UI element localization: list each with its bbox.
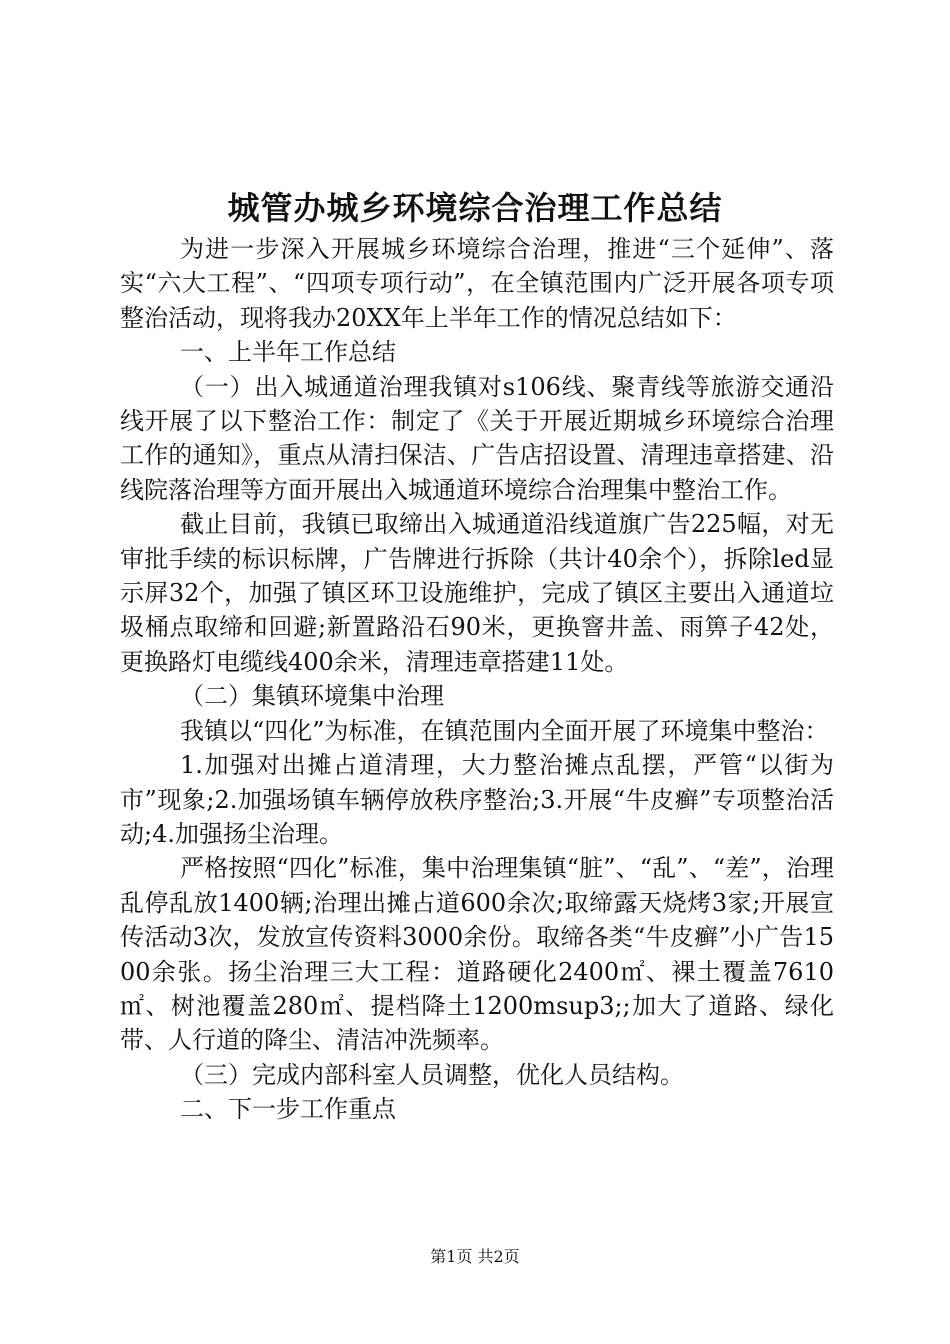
document-title: 城管办城乡环境综合治理工作总结 [227, 189, 723, 227]
subsection-2-paragraph: 我镇以“四化”为标准，在镇范围内全面开展了环境集中整治： [180, 716, 829, 745]
section-heading-1: 一、上半年工作总结 [180, 338, 396, 367]
document-body [120, 232, 834, 1127]
measures-list-paragraph: 1.加强对出摊占道清理，大力整治摊点乱摆，严管“以街为市”现象;2.加强场镇车辆停放秩序整治;3.开展“牛皮癣”专项整治活动;4.加强扬尘治理。 [120, 751, 834, 848]
subsection-3-heading: （三）完成内部科室人员调整，优化人员结构。 [180, 1060, 684, 1089]
section-heading-2: 二、下一步工作重点 [180, 1095, 396, 1124]
subsection-1-paragraph: （一）出入城通道治理我镇对s106线、聚青线等旅游交通沿线开展了以下整治工作：制定了《关于开展近期城乡环境综合治理工作的通知》，重点从清扫保洁、广告店招设置、清理违章搭建、沿线院落治理等方面开展出入城通道环境综合治理集中整治工作。 [120, 372, 834, 504]
intro-paragraph: 为进一步深入开展城乡环境综合治理，推进“三个延伸”、落实“六大工程”、“四项专项行动”，在全镇范围内广泛开展各项专项整治活动，现将我办20XX年上半年工作的情况总结如下： [120, 235, 834, 332]
subsection-2-heading: （二）集镇环境集中治理 [180, 682, 444, 711]
results-paragraph: 截止目前，我镇已取缔出入城通道沿线道旗广告225幅，对无审批手续的标识标牌，广告牌进行拆除（共计40余个），拆除led显示屏32个，加强了镇区环卫设施维护，完成了镇区主要出入通道垃圾桶点取缔和回避;新置路沿石90米，更换窨井盖、雨箅子42处，更换路灯电缆线400余米，清理违章搭建11处。 [120, 510, 834, 676]
page-indicator: 第1页 共2页 [430, 1247, 520, 1266]
achievements-paragraph: 严格按照“四化”标准，集中治理集镇“脏”、“乱”、“差”，治理乱停乱放1400辆;治理出摊占道600余次;取缔露天烧烤3家;开展宣传活动3次，发放宣传资料3000余份。取缔各类“牛皮癣”小广告1500余张。扬尘治理三大工程：道路硬化2400㎡、裸土覆盖7610㎡、树池覆盖280㎡、提档降土1200msup3;;加大了道路、绿化带、人行道的降尘、清洁冲洗频率。 [120, 854, 834, 1055]
